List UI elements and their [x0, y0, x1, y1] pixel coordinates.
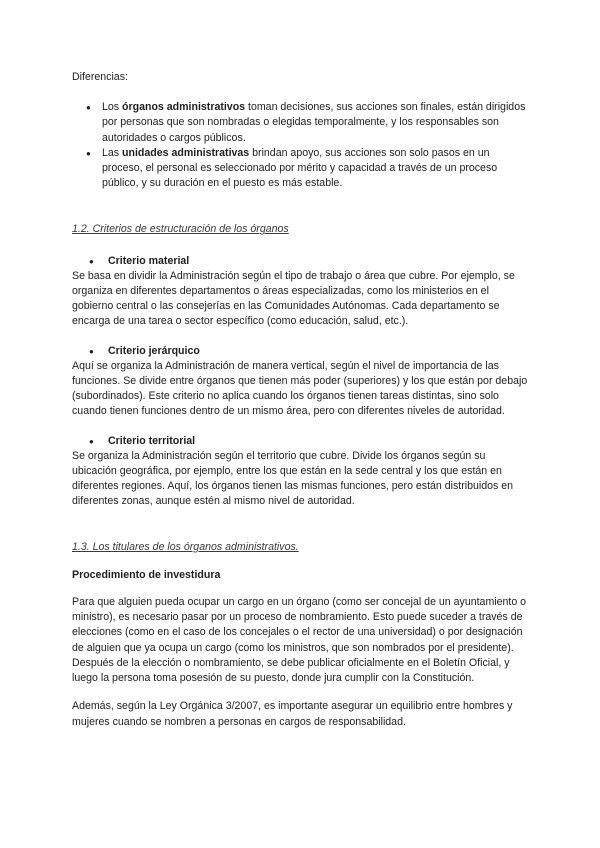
paragraph-investidura: Para que alguien pueda ocupar un cargo en un órgano (como ser concejal de un ayuntamiento o ministro), es necesario pasar por un proceso de nombramiento. Esto puede suceder a través de elecciones (como en el caso de los concejales o el rector de una universidad) o por designación de alguien que ya ocupa un cargo (como los ministros, que son nombrados por el presidente). Después de la elección o nombramiento, se debe publicar oficialmente en el Boletín Oficial, y luego la persona toma posesión de su puesto, donde jura cumplir con la Constitución. — [72, 596, 527, 685]
criterion-title: ● Criterio material — [72, 254, 528, 269]
difference-term: unidades administrativas — [122, 146, 250, 159]
differences-list — [72, 100, 528, 191]
section-heading-1-2: 1.2. Criterios de estructuración de los órganos — [72, 223, 289, 236]
difference-text: toman decisiones, sus acciones son finales, están dirigidos por personas que son nombradas o elegidas temporalmente, y los responsables son autoridades o cargos públicos. — [102, 101, 526, 144]
section-heading-1-3: 1.3. Los titulares de los órganos administrativos. — [72, 540, 299, 553]
criterion-jerarquico — [72, 344, 528, 420]
criterion-title: ● Criterio territorial — [72, 434, 528, 449]
difference-prefix: Las — [102, 146, 123, 159]
criterion-title: ● Criterio jerárquico — [72, 344, 528, 359]
difference-item-organos — [102, 100, 528, 146]
criterion-text: Se organiza la Administración según el territorio que cubre. Divide los órganos según su ubicación geográfica, por ejemplo, entre los que están en la sede central y los que están en diferentes regiones. Aquí, los órganos tienen las mismas funciones, pero están distribuidos en diferentes zonas, aunque estén al mismo nivel de autoridad. — [72, 449, 514, 508]
criterion-territorial — [72, 434, 528, 510]
criterion-text: Se basa en dividir la Administración según el tipo de trabajo o área que cubre. Por ejemplo, se organiza en diferentes departamentos o áreas especializadas, como los ministerios en el gobierno central o las consejerías en las Comunidades Autónomas. Cada departamento se encarga de una tarea o sector específico (como educación, salud, etc.). — [72, 269, 515, 328]
intro-label: Diferencias: — [72, 71, 128, 83]
difference-term: órganos administrativos — [122, 101, 246, 114]
subsection-title: Procedimiento de investidura — [72, 568, 221, 581]
criterion-material — [72, 254, 528, 330]
difference-text: brindan apoyo, sus acciones son solo pasos en un proceso, el personal es seleccionado por mérito y capacidad a través de un proceso público, y su duración en el puesto es más estable. — [102, 146, 498, 190]
difference-prefix: Los — [102, 101, 123, 114]
difference-item-unidades — [102, 146, 528, 192]
paragraph-ley-organica: Además, según la Ley Orgánica 3/2007, es importante asegurar un equilibrio entre hombres y mujeres cuando se nombren a personas en cargos de responsabilidad. — [72, 700, 513, 728]
criterion-text: Aquí se organiza la Administración de manera vertical, según el nivel de importancia de las funciones. Se divide entre órganos que tienen más poder (superiores) y los que están por debajo (subordinados). Este criterio no aplica cuando los órganos tienen tareas distintas, sino solo cuando tienen funciones dentro de un mismo área, pero con diferentes niveles de autoridad. — [72, 359, 528, 418]
